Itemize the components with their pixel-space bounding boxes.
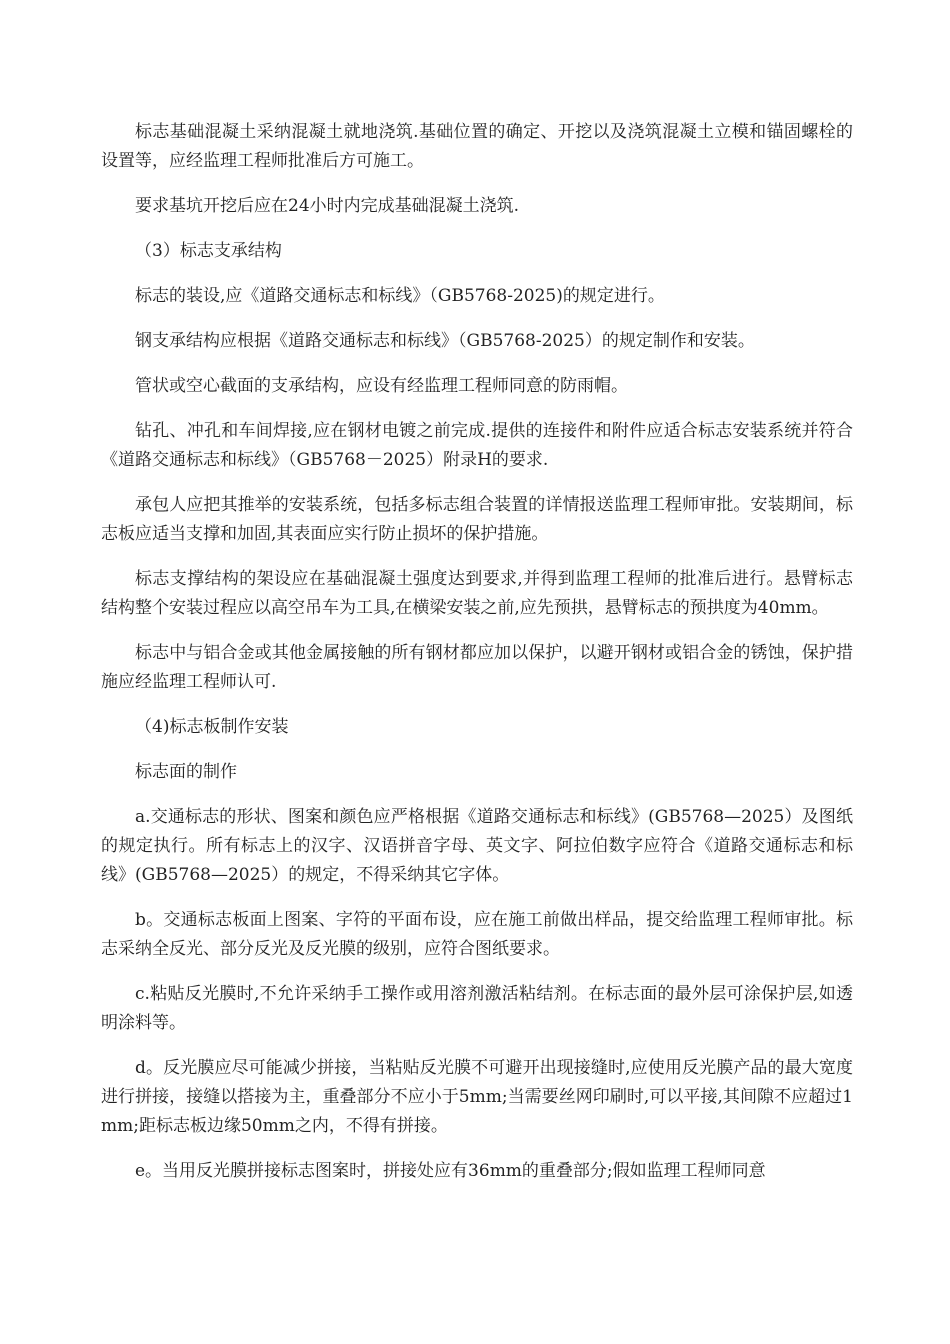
- section-heading-support-structure: （3）标志支承结构: [135, 241, 282, 261]
- paragraph-item-c: c.粘贴反光膜时,不允许采纳手工操作或用溶剂激活粘结剂。在标志面的最外层可涂保护层,如透明涂料等。: [101, 984, 853, 1033]
- subheading-sign-face: 标志面的制作: [135, 762, 237, 782]
- paragraph-item-a: a.交通标志的形状、图案和颜色应严格根据《道路交通标志和标线》(GB5768—2025）及图纸的规定执行。所有标志上的汉字、汉语拼音字母、英文字、阿拉伯数字应符合《道路交通标志和标线》(GB5768—2025）的规定，不得采纳其它字体。: [101, 807, 853, 885]
- paragraph-installation-system: 承包人应把其推举的安装系统，包括多标志组合装置的详情报送监理工程师审批。安装期间，标志板应适当支撑和加固,其表面应实行防止损坏的保护措施。: [101, 495, 853, 544]
- paragraph-structure-erection: 标志支撑结构的架设应在基础混凝土强度达到要求,并得到监理工程师的批准后进行。悬臂标志结构整个安装过程应以高空吊车为工具,在横梁安装之前,应先预拱，悬臂标志的预拱度为40mm。: [101, 569, 853, 618]
- paragraph-steel-support: 钢支承结构应根据《道路交通标志和标线》（GB5768-2025）的规定制作和安装。: [135, 331, 755, 351]
- paragraph-foundation-pouring: 标志基础混凝土采纳混凝土就地浇筑.基础位置的确定、开挖以及浇筑混凝土立模和锚固螺栓的设置等，应经监理工程师批准后方可施工。: [101, 122, 853, 171]
- paragraph-item-b: b。交通标志板面上图案、字符的平面布设，应在施工前做出样品，提交给监理工程师审批。标志采纳全反光、部分反光及反光膜的级别，应符合图纸要求。: [101, 910, 853, 959]
- paragraph-pit-excavation: 要求基坑开挖后应在24小时内完成基础混凝土浇筑.: [135, 196, 520, 216]
- paragraph-rain-cap: 管状或空心截面的支承结构，应设有经监理工程师同意的防雨帽。: [135, 376, 628, 396]
- paragraph-corrosion-protection: 标志中与铝合金或其他金属接触的所有钢材都应加以保护，以避开钢材或铝合金的锈蚀，保护措施应经监理工程师认可.: [101, 643, 853, 692]
- paragraph-item-d: d。反光膜应尽可能减少拼接，当粘贴反光膜不可避开出现接缝时,应使用反光膜产品的最大宽度进行拼接，接缝以搭接为主，重叠部分不应小于5mm;当需要丝网印刷时,可以平接,其间隙不应超过1mm;距标志板边缘50mm之内，不得有拼接。: [101, 1058, 853, 1136]
- section-heading-sign-panel: （4)标志板制作安装: [135, 717, 289, 737]
- paragraph-drilling-welding: 钻孔、冲孔和车间焊接,应在钢材电镀之前完成.提供的连接件和附件应适合标志安装系统并符合《道路交通标志和标线》（GB5768－2025）附录H的要求.: [101, 421, 853, 470]
- paragraph-sign-installation: 标志的装设,应《道路交通标志和标线》（GB5768-2025)的规定进行。: [135, 286, 665, 306]
- paragraph-item-e: e。当用反光膜拼接标志图案时，拼接处应有36mm的重叠部分;假如监理工程师同意: [135, 1161, 766, 1181]
- document-body: [101, 118, 853, 1202]
